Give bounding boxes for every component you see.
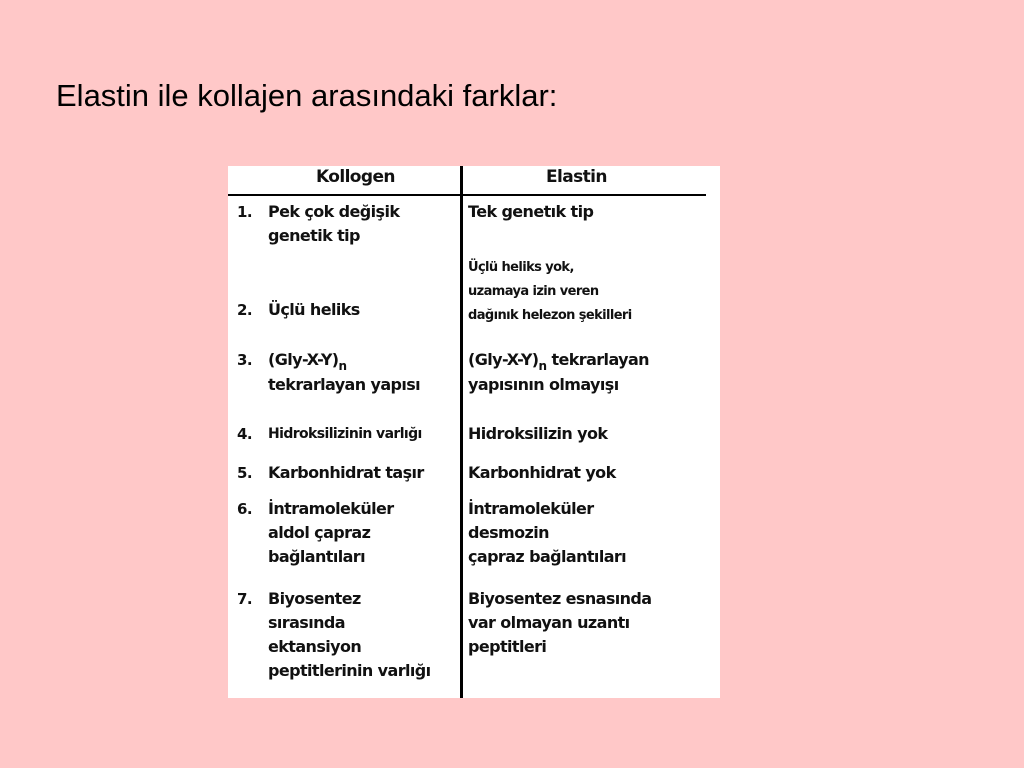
cell-line: Karbonhidrat yok [468,463,616,482]
cell-line: peptitleri [468,637,547,656]
formula-subscript: n [338,359,347,373]
cell-line: aldol çapraz [268,523,371,542]
slide-title: Elastin ile kollajen arasındaki farklar: [56,78,558,113]
elastin-cell [468,461,718,485]
elastin-cell [468,348,718,397]
collagen-cell [268,298,456,322]
formula-subscript: n [538,359,547,373]
cell-line: dağınık helezon şekilleri [468,308,632,323]
row-number: 6. [237,500,252,518]
header-divider [228,194,706,196]
elastin-cell [468,200,718,224]
cell-line: çapraz bağlantıları [468,547,627,566]
row-number: 2. [237,301,252,319]
cell-line: tekrarlayan yapısı [268,375,421,394]
row-number: 4. [237,425,252,443]
cell-line: desmozin [468,523,549,542]
row-number: 1. [237,203,252,221]
formula-text: (Gly-X-Y) [268,350,339,369]
cell-line: Biyosentez [268,589,361,608]
cell-line: Biyosentez esnasında [468,589,652,608]
cell-line: İntramoleküler [268,499,394,518]
elastin-cell [468,497,718,569]
cell-line: Tek genetık tip [468,202,594,221]
cell-line: Hidroksilizin yok [468,424,608,443]
cell-line [468,348,718,373]
cell-line: Üçlü heliks [268,300,360,319]
cell-line: bağlantıları [268,547,365,566]
cell-line: Karbonhidrat taşır [268,463,424,482]
row-number: 3. [237,351,252,369]
formula-text: (Gly-X-Y) [468,350,539,369]
collagen-cell [268,200,456,248]
formula-suffix: tekrarlayan [546,350,649,369]
header-collagen: Kollogen [316,167,395,187]
collagen-cell [268,461,456,485]
cell-line: uzamaya izin veren [468,284,599,299]
row-number: 7. [237,590,252,608]
elastin-cell [468,256,718,328]
cell-line: İntramoleküler [468,499,594,518]
collagen-cell [268,587,456,683]
cell-line: var olmayan uzantı [468,613,630,632]
cell-line: sırasında [268,613,345,632]
column-divider [460,166,463,698]
collagen-cell [268,497,456,569]
collagen-cell [268,422,456,446]
cell-line: Pek çok değişik [268,202,400,221]
cell-line: genetik tip [268,226,360,245]
cell-line: Üçlü heliks yok, [468,260,574,275]
elastin-cell [468,587,718,659]
cell-line: ektansiyon [268,637,362,656]
cell-line: Hidroksilizinin varlığı [268,426,422,442]
row-number: 5. [237,464,252,482]
collagen-cell [268,348,456,397]
comparison-table [228,166,720,698]
cell-line: peptitlerinin varlığı [268,661,431,680]
elastin-cell [468,422,718,446]
cell-line: yapısının olmayışı [468,375,619,394]
cell-line [268,348,456,373]
header-elastin: Elastin [546,167,607,187]
